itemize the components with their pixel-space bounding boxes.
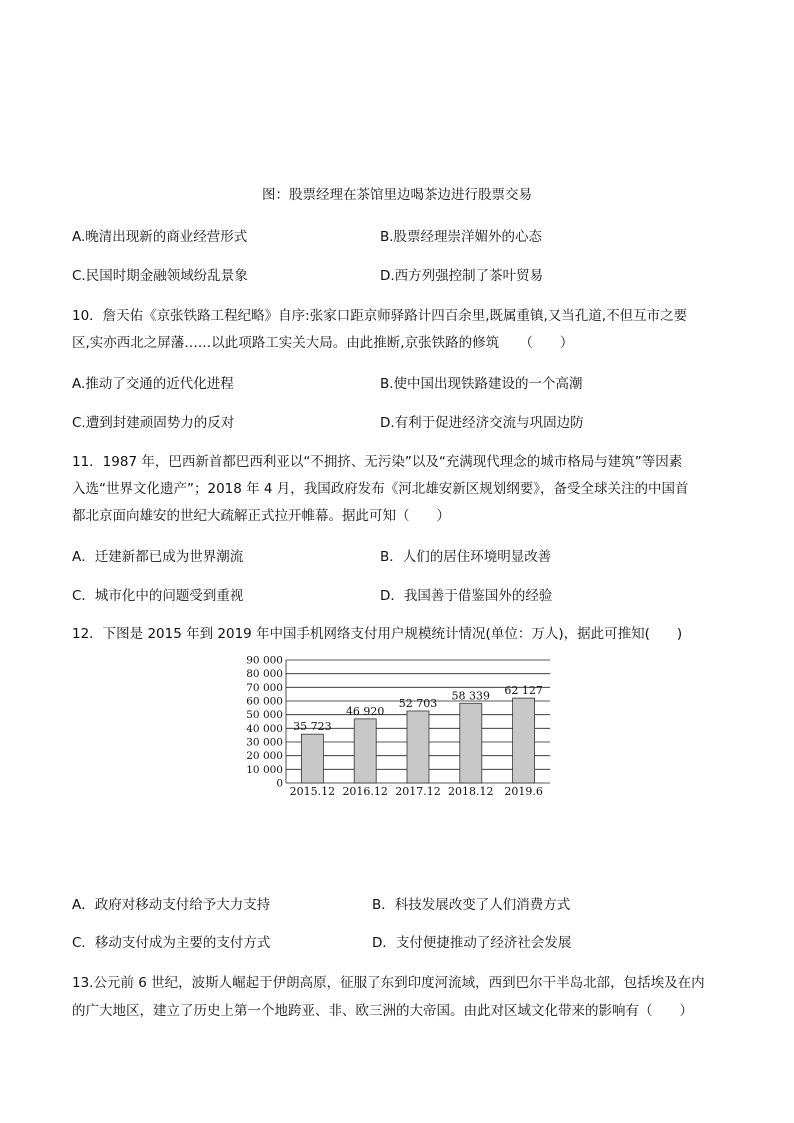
q11-option-b: B．人们的居住环境明显改善 [380, 549, 552, 565]
q11-stem-line2: 入选“世界文化遗产”；2018 年 4 月，我国政府发布《河北雄安新区规划纲要》，备受全球关注的中国首 [72, 481, 689, 497]
q12-stem: 12．下图是 2015 年到 2019 年中国手机网络支付用户规模统计情况(单位：万人)，据此可推知( ) [72, 626, 683, 642]
q11-stem-line3: 都北京面向雄安的世纪大疏解正式拉开帷幕。据此可知（ ） [72, 508, 450, 524]
q9-option-c: C.民国时期金融领域纷乱景象 [72, 268, 248, 284]
q10-option-d: D.有利于促进经济交流与巩固边防 [380, 415, 584, 431]
q12-option-b: B．科技发展改变了人们消费方式 [372, 897, 571, 913]
bar [354, 719, 376, 783]
x-tick-label: 2015.12 [289, 785, 336, 798]
q10-option-a: A.推动了交通的近代化进程 [72, 376, 234, 392]
payment-users-bar-chart [240, 654, 560, 799]
q9-option-a: A.晚清出现新的商业经营形式 [72, 229, 248, 245]
x-tick-label: 2018.12 [448, 785, 494, 798]
y-tick-label: 30 000 [246, 736, 283, 749]
q10-option-c: C.遭到封建顽固势力的反对 [72, 415, 235, 431]
q11-option-c: C．城市化中的问题受到重视 [72, 588, 244, 604]
y-tick-label: 80 000 [246, 668, 283, 681]
bar [407, 711, 429, 783]
y-tick-label: 50 000 [246, 709, 283, 722]
q13-stem-line1: 13.公元前 6 世纪，波斯人崛起于伊朗高原，征服了东到印度河流域，西到巴尔干半岛北部，包括埃及在内 [72, 975, 705, 991]
q11-option-a: A．迁建新都已成为世界潮流 [72, 549, 244, 565]
q10-option-b: B.使中国出现铁路建设的一个高潮 [380, 376, 583, 392]
bar-value-label: 35 723 [293, 720, 332, 734]
q9-option-b: B.股票经理崇洋媚外的心态 [380, 229, 543, 245]
x-tick-label: 2017.12 [395, 785, 441, 798]
bar [460, 703, 482, 783]
bar-value-label: 58 339 [451, 689, 491, 703]
q9-option-d: D.西方列强控制了茶叶贸易 [380, 268, 544, 284]
bar-value-label: 52 703 [398, 696, 438, 710]
x-tick-label: 2016.12 [342, 785, 388, 798]
figure-caption: 图：股票经理在茶馆里边喝茶边进行股票交易 [262, 187, 532, 203]
q11-option-d: D．我国善于借鉴国外的经验 [380, 588, 553, 604]
y-tick-label: 10 000 [246, 763, 283, 776]
y-tick-label: 40 000 [246, 722, 283, 735]
q10-stem-line1: 10．詹天佑《京张铁路工程纪略》自序:张家口距京师驿路计四百余里,既属重镇,又当孔道,不但互市之要 [72, 308, 688, 324]
q13-stem-line2: 的广大地区，建立了历史上第一个地跨亚、非、欧三洲的大帝国。由此对区域文化带来的影响有（ ） [72, 1003, 693, 1019]
q10-stem-line2: 区,实亦西北之屏藩……以此项路工实关大局。由此推断,京张铁路的修筑 （ ） [72, 335, 574, 351]
bar-value-label: 62 127 [504, 684, 543, 698]
y-tick-label: 20 000 [246, 750, 283, 763]
q12-option-a: A．政府对移动支付给予大力支持 [72, 897, 271, 913]
q12-option-d: D．支付便捷推动了经济社会发展 [372, 935, 572, 951]
bar [301, 734, 323, 783]
y-tick-label: 90 000 [246, 654, 283, 667]
y-tick-label: 60 000 [246, 695, 283, 708]
bar [513, 698, 535, 783]
y-tick-label: 0 [276, 777, 283, 790]
bar-value-label: 46 920 [345, 704, 385, 718]
y-tick-label: 70 000 [246, 681, 283, 694]
x-tick-label: 2019.6 [504, 785, 543, 798]
q12-option-c: C．移动支付成为主要的支付方式 [72, 935, 271, 951]
q11-stem-line1: 11．1987 年，巴西新首都巴西利亚以“不拥挤、无污染”以及“充满现代理念的城市格局与建筑”等因素 [72, 454, 683, 470]
